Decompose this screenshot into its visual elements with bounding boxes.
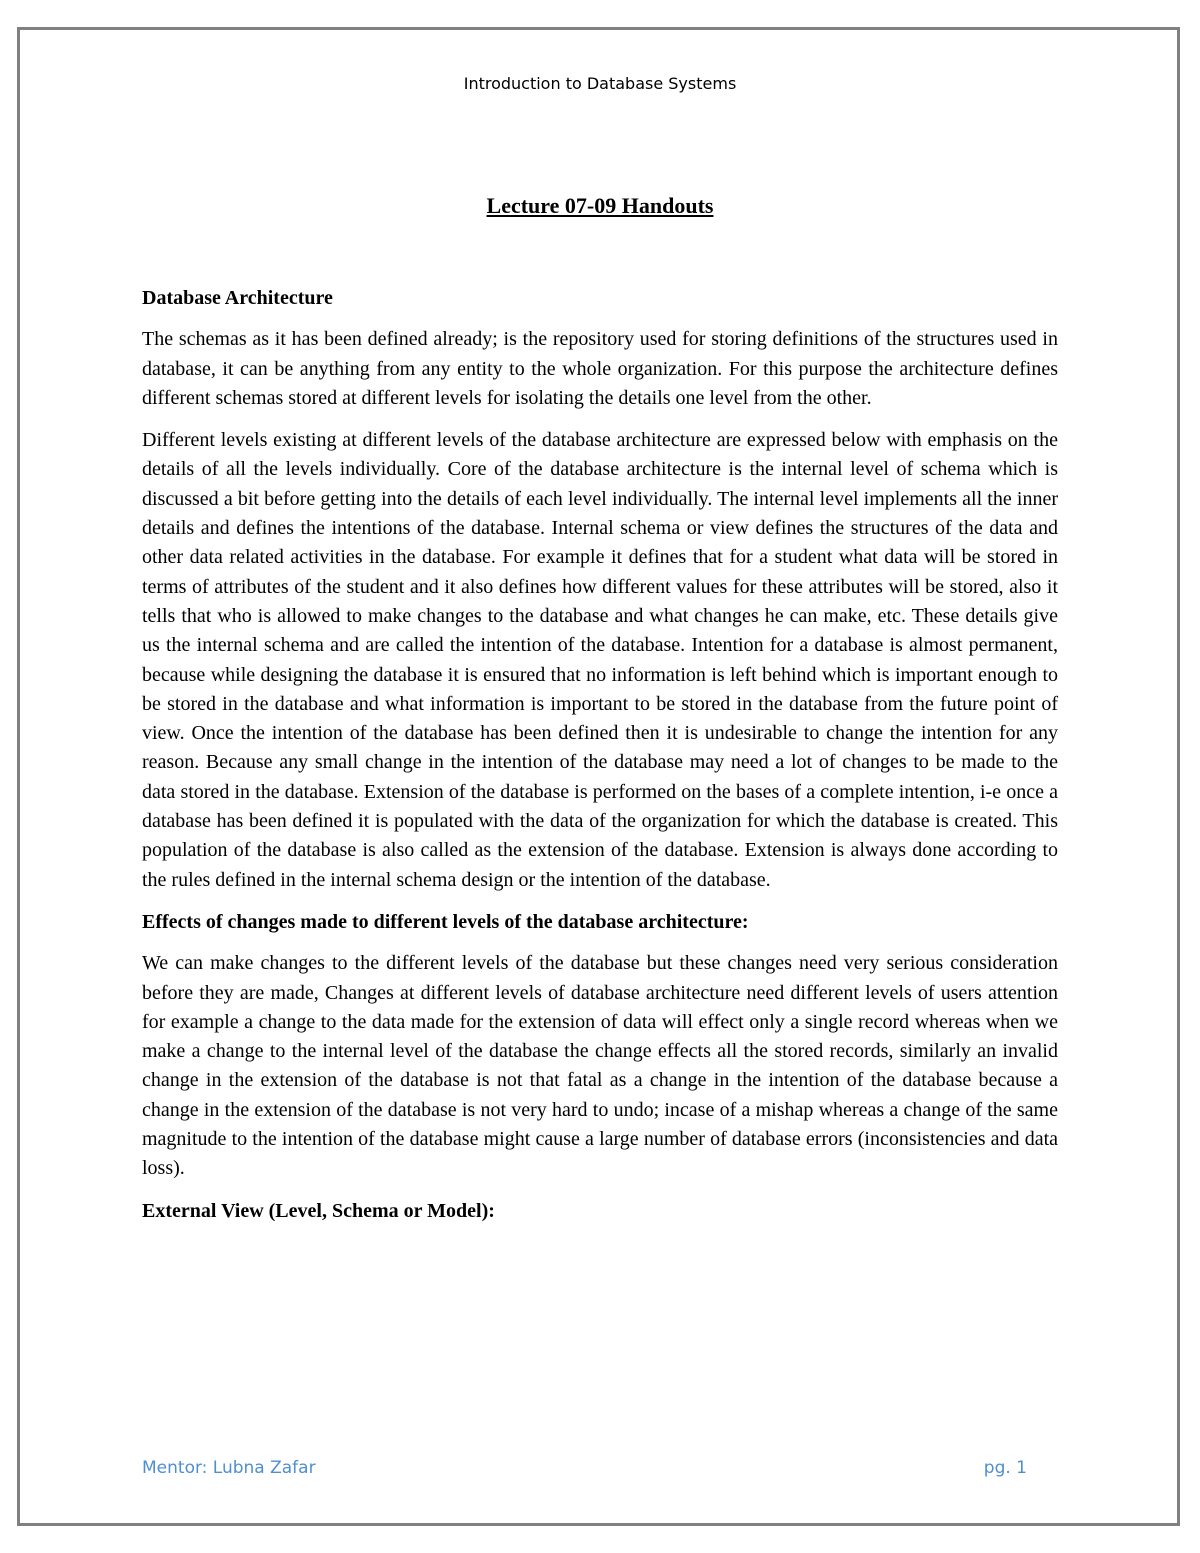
document-body bbox=[142, 186, 1058, 1238]
section-heading-effects-of-changes: Effects of changes made to different levels of the database architecture: bbox=[142, 910, 749, 933]
section-heading-database-architecture: Database Architecture bbox=[142, 287, 333, 309]
paragraph: Different levels existing at different levels of the database architecture are expressed below with emphasis on the details of all the levels individually. Core of the database architecture is the internal level of schema which is discussed a bit before getting into the details of each level individually. The internal level implements all the inner details and defines the intentions of the database. Internal schema or view defines the structures of the data and other data related activities in the database. For example it defines that for a student what data will be stored in terms of attributes of the student and it also defines how different values for these attributes will be stored, also it tells that who is allowed to make changes to the database and what changes he can make, etc. These details give us the internal schema and are called the intention of the database. Intention for a database is almost permanent, because while designing the database it is ensured that no information is left behind which is important enough to be stored in the database and what information is important to be stored in the database from the future point of view. Once the intention of the database has been defined then it is undesirable to change the intention for any reason. Because any small change in the intention of the database may need a lot of changes to be made to the data stored in the database. Extension of the database is performed on the bases of a complete intention, i-e once a database has been defined it is populated with the data of the organization for which the database is created. This population of the database is also called as the extension of the database. Extension is always done according to the rules defined in the internal schema design or the intention of the database. bbox=[142, 429, 1058, 891]
paragraph: The schemas as it has been defined already; is the repository used for storing definitions of the structures used in database, it can be anything from any entity to the whole organization. For this purpose the architecture defines different schemas stored at different levels for isolating the details one level from the other. bbox=[142, 328, 1058, 409]
footer-page-number: pg. 1 bbox=[983, 1458, 1027, 1478]
section-heading-external-view: External View (Level, Schema or Model): bbox=[142, 1199, 495, 1222]
document-title: Lecture 07-09 Handouts bbox=[486, 193, 714, 218]
footer-mentor: Mentor: Lubna Zafar bbox=[142, 1458, 316, 1478]
page-header: Introduction to Database Systems bbox=[463, 74, 737, 93]
paragraph: We can make changes to the different levels of the database but these changes need very serious consideration before they are made, Changes at different levels of database architecture need different levels of users attention for example a change to the data made for the extension of data will effect only a single record whereas when we make a change to the internal level of the database the change effects all the stored records, similarly an invalid change in the extension of the database is not that fatal as a change in the intention of the database because a change in the extension of the database is not very hard to undo; incase of a mishap whereas a change of the same magnitude to the intention of the database might cause a large number of database errors (inconsistencies and data loss). bbox=[142, 952, 1058, 1180]
